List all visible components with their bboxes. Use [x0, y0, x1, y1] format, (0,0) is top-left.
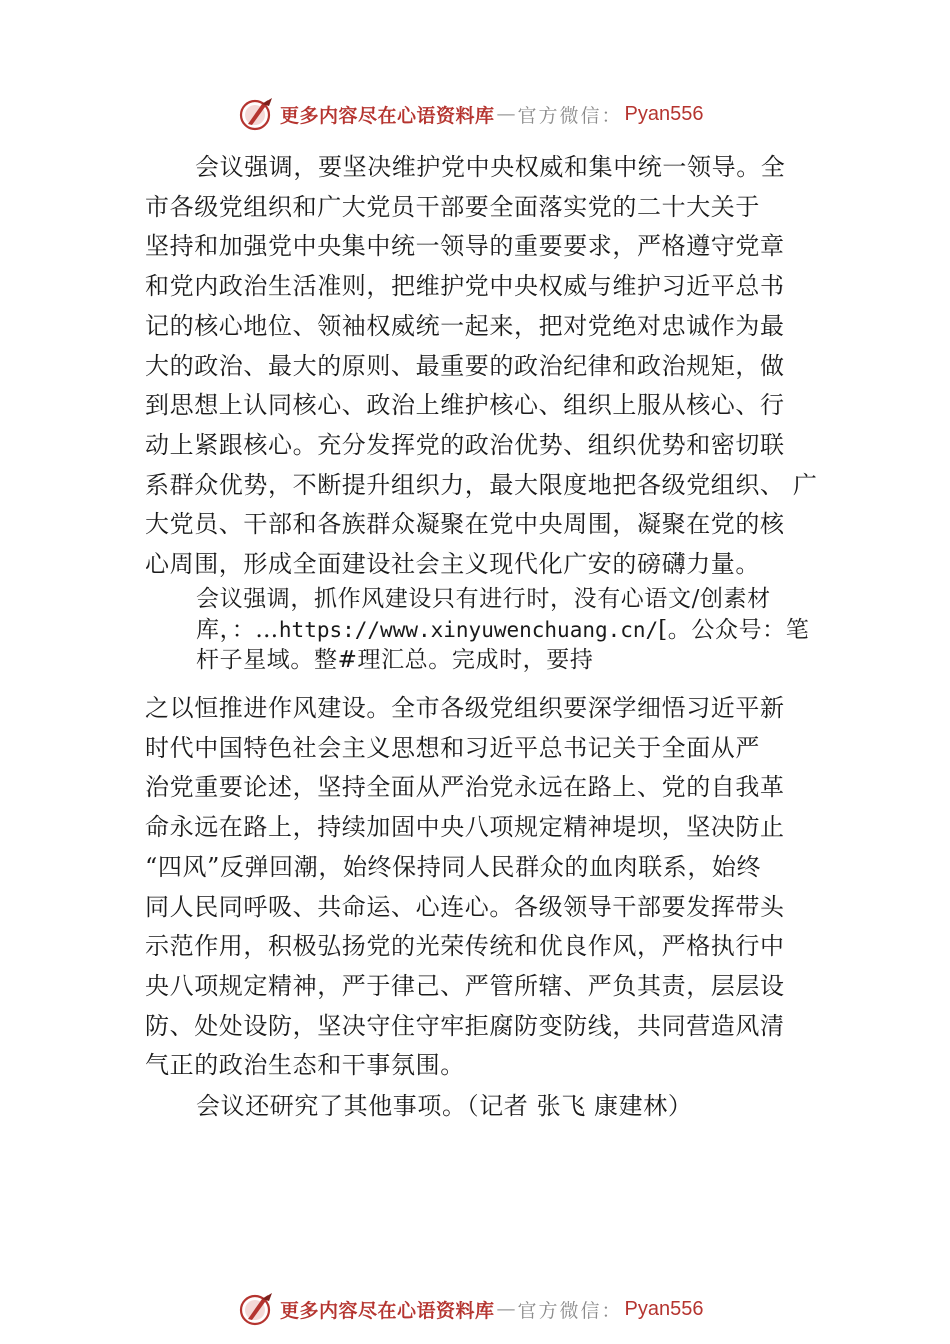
- banner-main-text: 更多内容尽在心语资料库: [280, 1299, 495, 1322]
- text-line: 心周围，形成全面建设社会主义现代化广安的磅礴力量。: [145, 550, 760, 579]
- text-line: 同人民同呼吸、共命运、心连心。各级领导干部要发挥带头: [145, 892, 785, 921]
- text-line: 坚持和加强党中央集中统一领导的重要要求，严格遵守党章: [145, 232, 785, 261]
- watermark-url: https://www.xinyuwenchuang.cn/: [278, 617, 659, 642]
- text-fragment: [。公众号：笔: [658, 616, 810, 643]
- paragraph-3: [145, 689, 820, 1086]
- banner-wechat-id: Pyan556: [624, 1297, 704, 1320]
- text-line: 之以恒推进作风建设。全市各级党组织要深学细悟习近平新: [145, 694, 785, 722]
- text-line: 会议还研究了其他事项。（记者 张飞 康建林）: [196, 1092, 693, 1120]
- footer-watermark-banner: [238, 1289, 704, 1329]
- paragraph-1: [145, 148, 820, 585]
- text-line: 会议强调，抓作风建设只有进行时，没有心语文/创素材: [196, 586, 771, 612]
- text-line: 气正的政治生态和干事氛围。: [145, 1051, 465, 1080]
- text-line: 和党内政治生活准则，把维护党中央权威与维护习近平总书: [145, 272, 785, 301]
- text-line: 动上紧跟核心。充分发挥党的政治优势、组织优势和密切联: [145, 430, 785, 459]
- text-line: 杆子星域。整#理汇总。完成时，要持: [196, 647, 594, 673]
- text-line: 大的政治、最大的原则、最重要的政治纪律和政治规矩，做: [145, 351, 785, 380]
- text-line: 记的核心地位、领袖权威统一起来，把对党绝对忠诚作为最: [145, 311, 785, 340]
- banner-dash: —: [496, 1298, 516, 1320]
- quill-pen-circle-icon: [238, 1289, 278, 1329]
- banner-official-label: 官方微信：: [517, 104, 623, 127]
- text-line: 到思想上认同核心、政治上维护核心、组织上服从核心、行: [145, 391, 785, 420]
- text-line: 央八项规定精神，严于律己、严管所辖、严负其责，层层设: [145, 971, 785, 1000]
- text-line: 会议强调，要坚决维护党中央权威和集中统一领导。全: [195, 153, 786, 181]
- paragraph-2-watermarked: [196, 584, 836, 676]
- paragraph-4: [196, 1087, 871, 1127]
- text-line: [196, 615, 836, 646]
- text-line: 大党员、干部和各族群众凝聚在党中央周围，凝聚在党的核: [145, 510, 785, 539]
- text-fragment: 库，：…: [196, 616, 279, 643]
- banner-wechat-id: Pyan556: [624, 102, 704, 125]
- text-line: “四风”反弹回潮，始终保持同人民群众的血肉联系，始终: [145, 852, 762, 881]
- text-line: 示范作用，积极弘扬党的光荣传统和优良作风，严格执行中: [145, 932, 785, 961]
- text-line: 市各级党组织和广大党员干部要全面落实党的二十大关于: [145, 192, 760, 221]
- banner-dash: —: [496, 103, 516, 125]
- text-line: 防、处处设防，坚决守住守牢拒腐防变防线，共同营造风清: [145, 1011, 785, 1040]
- text-line: 命永远在路上，持续加固中央八项规定精神堤坝，坚决防止: [145, 813, 785, 842]
- text-line: 时代中国特色社会主义思想和习近平总书记关于全面从严: [145, 733, 760, 762]
- banner-main-text: 更多内容尽在心语资料库: [280, 104, 495, 127]
- text-line: 系群众优势，不断提升组织力，最大限度地把各级党组织、 广: [145, 470, 818, 499]
- banner-official-label: 官方微信：: [517, 1299, 623, 1322]
- text-line: 治党重要论述，坚持全面从严治党永远在路上、党的自我革: [145, 773, 785, 802]
